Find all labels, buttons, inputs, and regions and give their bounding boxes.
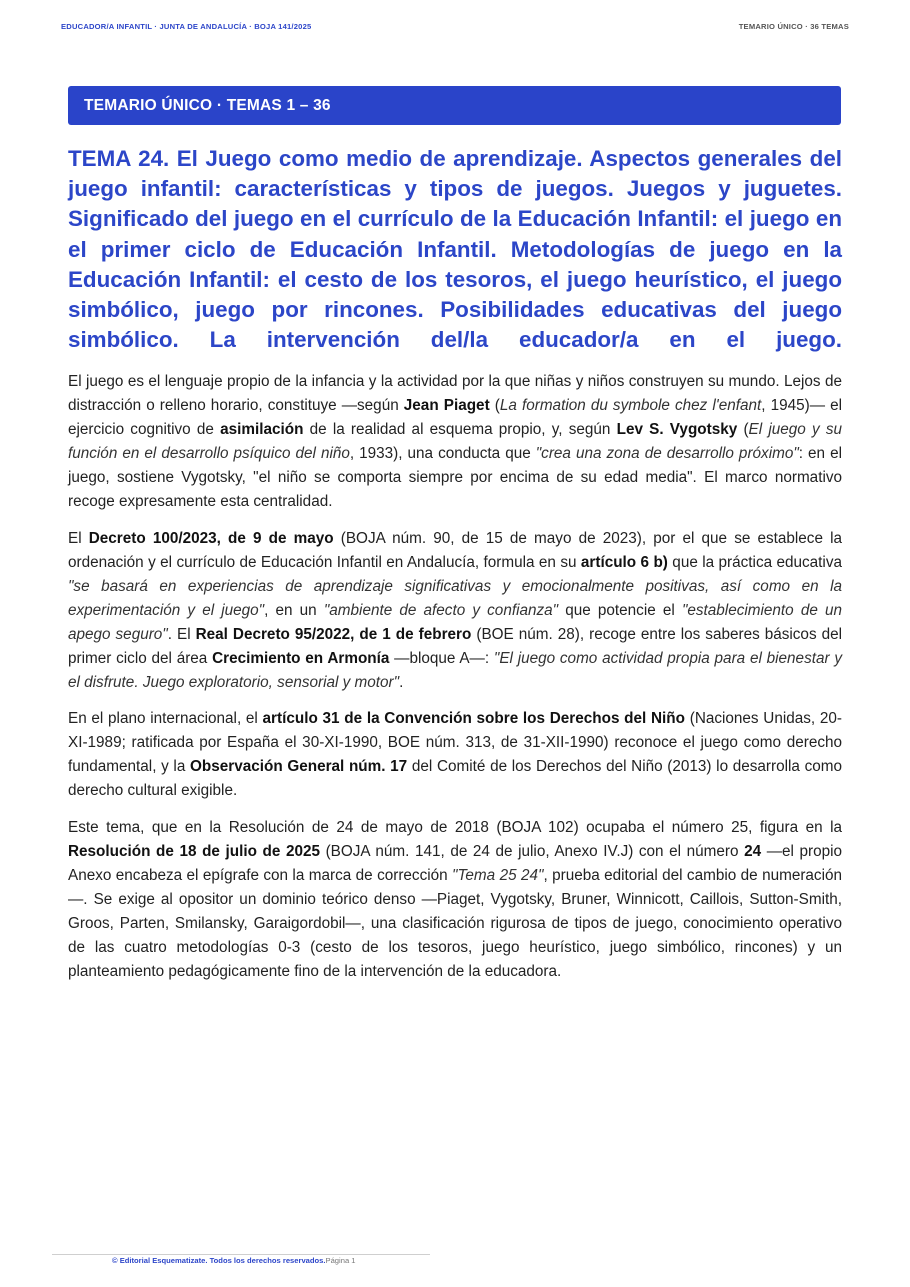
quote-apego: "establecimiento de un apego seguro" bbox=[68, 601, 843, 643]
quote-practica-educativa: "se basará en experiencias de aprendizaje significativas y emocionalmente positivas, así como en la experimentación y el juego" bbox=[68, 577, 842, 619]
text-run: de la realidad al esquema propio, y, según bbox=[303, 421, 617, 438]
text-run: ( bbox=[737, 421, 749, 438]
work-title-vygotsky: El juego y su función en el desarrollo psíquico del niño bbox=[68, 421, 842, 462]
article-31-cdn: artículo 31 de la Convención sobre los Derechos del Niño bbox=[262, 710, 685, 727]
running-head-right: TEMARIO ÚNICO · 36 TEMAS bbox=[738, 22, 849, 31]
text-run: , 1933), una conducta que bbox=[349, 445, 536, 462]
text-run: ( bbox=[489, 397, 500, 414]
text-run: —el propio Anexo encabeza el epígrafe con la marca de corrección bbox=[68, 842, 843, 884]
text-run: El juego es el lenguaje propio de la infancia y la actividad por la que niñas y niños construyen su mundo. Lejos de distracción o relleno horario, constituye —según bbox=[68, 373, 842, 414]
real-decreto-95-2022: Real Decreto 95/2022, de 1 de febrero bbox=[195, 625, 472, 643]
text-run: que potencie el bbox=[558, 601, 682, 619]
document-body bbox=[68, 370, 842, 996]
quote-zdp: "crea una zona de desarrollo próximo" bbox=[535, 445, 799, 462]
text-run: En el plano internacional, el bbox=[68, 710, 263, 727]
text-run: (Naciones Unidas, 20-XI-1989; ratificada por España el 30-XI-1990, BOE núm. 313, de 31-XII-1990) reconoce el juego como derecho fundamental, y la bbox=[68, 710, 842, 775]
text-run: —bloque A—: bbox=[389, 649, 494, 667]
footer-copyright: © Editorial Esquematizate. Todos los derechos reservados. bbox=[112, 1256, 326, 1265]
text-run: que la práctica educativa bbox=[667, 553, 842, 571]
quote-saberes: "El juego como actividad propia para el bienestar y el disfrute. Juego exploratorio, sensorial y motor" bbox=[68, 649, 842, 691]
decree-100-2023: Decreto 100/2023, de 9 de mayo bbox=[88, 529, 334, 547]
text-run: (BOJA núm. 141, de 24 de julio, Anexo IV.J) con el número bbox=[320, 842, 745, 860]
term-asimilacion: asimilación bbox=[220, 421, 304, 438]
text-run: , en un bbox=[264, 601, 324, 619]
text-run: Este tema, que en la Resolución de 24 de mayo de 2018 (BOJA 102) ocupaba el número 25, figura en la bbox=[68, 818, 842, 836]
paragraph-tema bbox=[68, 816, 842, 984]
paragraph-intro bbox=[68, 370, 842, 514]
text-run: (BOJA núm. 90, de 15 de mayo de 2023), por el que se establece la ordenación y el currículo de Educación Infantil en Andalucía, formula en su bbox=[68, 529, 843, 571]
text-run: . El bbox=[167, 625, 196, 643]
paragraph-internacional bbox=[68, 707, 842, 803]
page-number: Página 1 bbox=[325, 1256, 356, 1265]
paragraph-normativa bbox=[68, 527, 842, 695]
observacion-general-17: Observación General núm. 17 bbox=[190, 758, 408, 775]
tema-title: TEMA 24. El Juego como medio de aprendizaje. Aspectos generales del juego infantil: características y tipos de juegos. Juegos y juguetes. Significado del juego en el currículo de la Educación Infantil: el juego en el primer ciclo de Educación Infantil. Metodologías de juego en la Educación Infantil: el cesto de los tesoros, el juego heurístico, el juego simbólico, juego por rincones. Posibilidades educativas del juego simbólico. La intervención del/la educador/a en el juego. bbox=[68, 146, 842, 353]
text-run: . bbox=[399, 673, 404, 691]
text-run: : en el juego, sostiene Vygotsky, "el niño se comporta siempre por encima de su edad media". El marco normativo recoge expresamente esta centralidad. bbox=[68, 445, 842, 510]
work-title-piaget: La formation du symbole chez l'enfant bbox=[499, 397, 762, 414]
running-head-left: EDUCADOR/A INFANTIL · JUNTA DE ANDALUCÍA · BOJA 141/2025 bbox=[61, 22, 312, 31]
area-crecimiento: Crecimiento en Armonía bbox=[212, 649, 390, 667]
text-run: , 1945)— el ejercicio cognitivo de bbox=[68, 397, 842, 438]
quote-tema-mark: "Tema 25 24" bbox=[452, 866, 544, 884]
resolucion-2025: Resolución de 18 de julio de 2025 bbox=[68, 842, 320, 860]
page-footer bbox=[112, 1256, 356, 1265]
text-run: del Comité de los Derechos del Niño (2013) lo desarrolla como derecho cultural exigible. bbox=[68, 758, 842, 799]
author-vygotsky: Lev S. Vygotsky bbox=[616, 421, 738, 438]
section-banner: TEMARIO ÚNICO · TEMAS 1 – 36 bbox=[68, 86, 841, 125]
author-piaget: Jean Piaget bbox=[403, 397, 490, 414]
text-run: , prueba editorial del cambio de numeración—. Se exige al opositor un dominio teórico denso —Piaget, Vygotsky, Bruner, Winnicott, Caillois, Sutton-Smith, Groos, Parten, Smilansky, Garaigordobil—, una clasificación rigurosa de tipos de juego, conocimiento operativo de las cuatro metodologías 0-3 (cesto de los tesoros, juego heurístico, juego simbólico, rincones) y un planteamiento pedagógicamente fino de la intervención de la educadora. bbox=[68, 866, 842, 980]
text-run: El bbox=[68, 529, 89, 547]
text-run: (BOE núm. 28), recoge entre los saberes básicos del primer ciclo del área bbox=[68, 625, 842, 667]
footer-divider bbox=[52, 1254, 430, 1255]
tema-number: 24 bbox=[744, 842, 762, 860]
quote-ambiente: "ambiente de afecto y confianza" bbox=[323, 601, 559, 619]
article-6b: artículo 6 b) bbox=[580, 553, 668, 571]
